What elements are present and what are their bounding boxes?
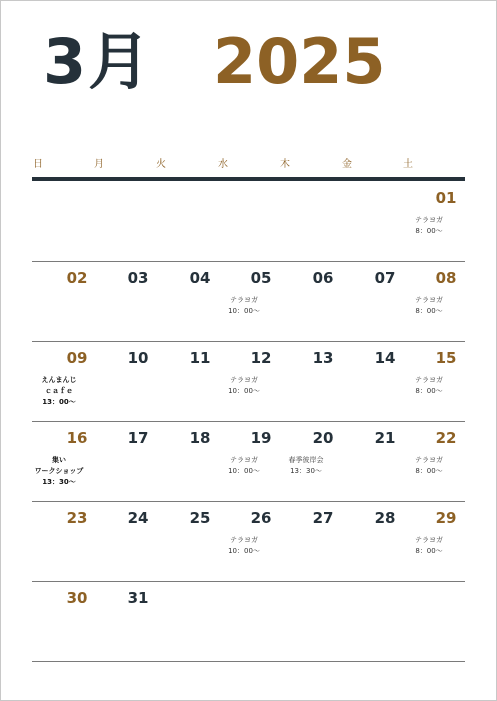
day-cell[interactable]: 25 [189, 509, 211, 527]
day-cell[interactable]: 24 [127, 509, 149, 527]
day-cell[interactable]: 15 [435, 349, 457, 367]
week-divider [32, 341, 465, 342]
day-cell[interactable]: 14 [374, 349, 396, 367]
day-cell[interactable]: 17 [127, 429, 149, 447]
event-yoga: テラヨガ 8：00〜 [415, 296, 443, 315]
event-yoga: テラヨガ 8：00〜 [415, 456, 443, 475]
event-cafe: えんまんじ ｃａｆｅ 13：00〜 [41, 376, 77, 406]
event-yoga: テラヨガ 8：00〜 [415, 216, 443, 235]
day-cell[interactable]: 16 [66, 429, 88, 447]
month-title: 3月 [43, 25, 153, 98]
day-cell[interactable]: 07 [374, 269, 396, 287]
day-cell[interactable]: 21 [374, 429, 396, 447]
day-cell[interactable]: 05 [250, 269, 272, 287]
day-cell[interactable]: 28 [374, 509, 396, 527]
day-cell[interactable]: 30 [66, 589, 88, 607]
weekday-wed: 水 [218, 159, 228, 170]
event-workshop: 集い ワークショップ 13：30〜 [34, 456, 84, 486]
event-yoga: テラヨガ 10：00〜 [228, 296, 260, 315]
day-cell[interactable]: 20 [312, 429, 334, 447]
weekday-sun: 日 [33, 159, 43, 170]
day-cell[interactable]: 06 [312, 269, 334, 287]
week-divider [32, 581, 465, 582]
day-cell[interactable]: 29 [435, 509, 457, 527]
week-divider [32, 501, 465, 502]
day-cell[interactable]: 18 [189, 429, 211, 447]
day-cell[interactable]: 09 [66, 349, 88, 367]
day-cell[interactable]: 19 [250, 429, 272, 447]
event-yoga: テラヨガ 10：00〜 [228, 456, 260, 475]
day-cell[interactable]: 27 [312, 509, 334, 527]
day-cell[interactable]: 04 [189, 269, 211, 287]
day-cell[interactable]: 22 [435, 429, 457, 447]
event-yoga: テラヨガ 10：00〜 [228, 376, 260, 395]
weekday-thu: 木 [280, 159, 290, 170]
day-cell[interactable]: 08 [435, 269, 457, 287]
day-cell[interactable]: 12 [250, 349, 272, 367]
week-divider [32, 261, 465, 262]
weekday-sat: 土 [403, 159, 413, 170]
event-higan: 春季彼岸会 13：30〜 [288, 456, 324, 475]
day-cell[interactable]: 31 [127, 589, 149, 607]
day-cell[interactable]: 26 [250, 509, 272, 527]
weekday-tue: 火 [156, 159, 166, 170]
event-yoga: テラヨガ 10：00〜 [228, 536, 260, 555]
week-divider [32, 661, 465, 662]
event-yoga: テラヨガ 8：00〜 [415, 536, 443, 555]
day-cell[interactable]: 02 [66, 269, 88, 287]
day-cell[interactable]: 23 [66, 509, 88, 527]
day-cell[interactable]: 03 [127, 269, 149, 287]
day-cell[interactable]: 11 [189, 349, 211, 367]
day-cell[interactable]: 13 [312, 349, 334, 367]
week-divider [32, 421, 465, 422]
weekday-header [33, 155, 465, 169]
year-title: 2025 [213, 25, 386, 98]
day-cell[interactable]: 01 [435, 189, 457, 207]
header-divider [32, 177, 465, 181]
event-yoga: テラヨガ 8：00〜 [415, 376, 443, 395]
day-cell[interactable]: 10 [127, 349, 149, 367]
weekday-fri: 金 [342, 159, 352, 170]
weekday-mon: 月 [94, 159, 104, 170]
